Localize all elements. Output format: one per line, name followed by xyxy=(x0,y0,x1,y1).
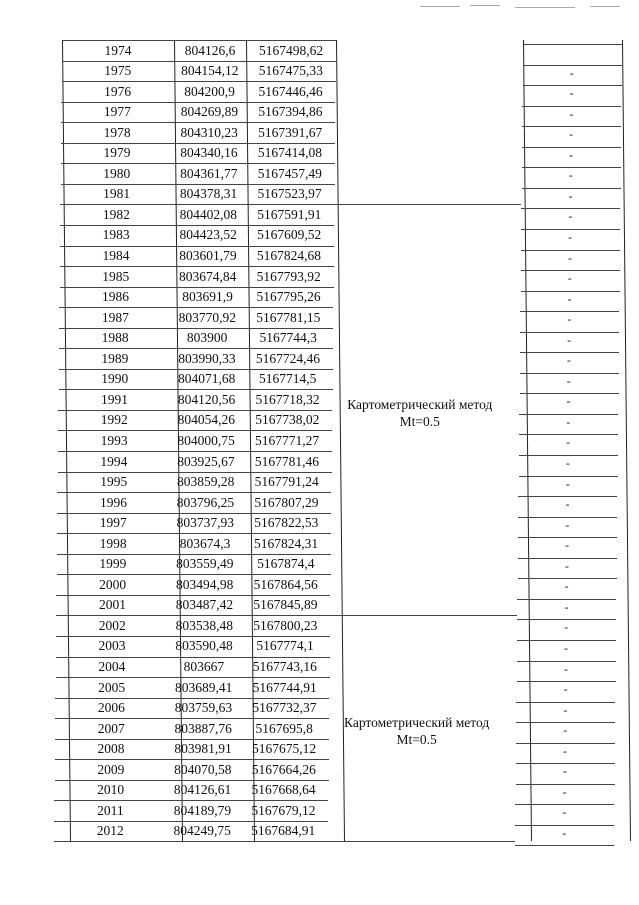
y-coordinate-cell: 5167793,92 xyxy=(256,268,321,284)
y-coordinate-cell: 5167822,53 xyxy=(254,515,319,531)
year-cell: 1994 xyxy=(100,453,128,469)
x-coordinate-cell: 803590,48 xyxy=(175,638,233,654)
scan-artifact xyxy=(420,6,460,7)
method-name: Картометрический метод xyxy=(347,396,493,412)
table-vertical-rule xyxy=(622,40,631,841)
year-cell: 1998 xyxy=(99,535,127,551)
dash-cell: - xyxy=(568,209,573,224)
dash-cell: - xyxy=(566,353,571,368)
x-coordinate-cell: 803759,63 xyxy=(174,700,233,716)
dash-cell: - xyxy=(563,702,568,717)
y-coordinate-cell: 5167609,52 xyxy=(257,227,322,243)
year-cell: 1988 xyxy=(101,330,129,346)
y-coordinate-cell: 5167738,02 xyxy=(255,412,320,428)
year-cell: 2003 xyxy=(98,638,126,654)
dash-cell: - xyxy=(566,394,571,409)
dash-cell: - xyxy=(565,517,570,532)
dash-cell: - xyxy=(565,476,570,491)
year-cell: 1978 xyxy=(103,124,131,140)
x-coordinate-cell: 804340,16 xyxy=(180,145,238,161)
x-coordinate-cell: 803737,93 xyxy=(176,515,234,531)
year-cell: 1993 xyxy=(100,432,128,448)
dash-cell: - xyxy=(566,435,571,450)
method-accuracy: Mt=0.5 xyxy=(396,732,437,748)
year-cell: 1990 xyxy=(101,371,129,387)
year-cell: 1974 xyxy=(104,42,132,58)
dash-cell: - xyxy=(564,558,569,573)
dash-cell: - xyxy=(565,538,570,553)
x-coordinate-cell: 803689,41 xyxy=(174,679,233,695)
y-coordinate-cell: 5167684,91 xyxy=(251,823,316,839)
x-coordinate-cell: 803900 xyxy=(186,330,228,346)
y-coordinate-cell: 5167457,49 xyxy=(257,165,322,181)
dash-cell: - xyxy=(564,599,569,614)
method-note xyxy=(323,714,510,748)
dash-cell: - xyxy=(565,497,570,512)
y-coordinate-cell: 5167668,64 xyxy=(251,782,316,798)
y-coordinate-cell: 5167446,46 xyxy=(258,83,323,99)
x-coordinate-cell: 803559,49 xyxy=(176,556,234,572)
dash-cell: - xyxy=(569,127,574,142)
year-cell: 1979 xyxy=(103,145,131,161)
x-coordinate-cell: 804423,52 xyxy=(179,227,237,243)
method-name: Картометрический метод xyxy=(344,715,490,731)
scan-artifact xyxy=(515,7,575,8)
year-cell: 2006 xyxy=(97,700,125,716)
year-cell: 2007 xyxy=(97,720,125,736)
y-coordinate-cell: 5167845,89 xyxy=(253,597,318,613)
method-note xyxy=(326,396,513,430)
year-cell: 2009 xyxy=(97,761,125,777)
method-accuracy: Mt=0.5 xyxy=(399,413,440,429)
x-coordinate-cell: 803487,42 xyxy=(175,597,234,613)
y-coordinate-cell: 5167695,8 xyxy=(255,720,313,736)
y-coordinate-cell: 5167824,31 xyxy=(254,535,319,551)
year-cell: 1995 xyxy=(100,474,128,490)
x-coordinate-cell: 804071,68 xyxy=(178,371,236,387)
dash-cell: - xyxy=(563,743,568,758)
scan-artifact xyxy=(470,5,500,6)
y-coordinate-cell: 5167743,16 xyxy=(252,659,317,674)
dash-cell: - xyxy=(566,373,571,388)
y-coordinate-cell: 5167744,3 xyxy=(259,330,317,346)
year-cell: 1976 xyxy=(104,83,132,99)
dash-cell: - xyxy=(562,764,567,779)
year-cell: 1987 xyxy=(101,309,129,325)
year-cell: 2001 xyxy=(98,597,126,613)
dash-cell: - xyxy=(566,414,571,429)
year-cell: 1997 xyxy=(99,515,127,531)
dash-cell: - xyxy=(569,86,574,101)
y-coordinate-cell: 5167523,97 xyxy=(257,186,322,202)
year-cell: 2008 xyxy=(97,741,125,757)
x-coordinate-cell: 804402,08 xyxy=(179,206,238,222)
y-coordinate-cell: 5167724,46 xyxy=(255,350,320,366)
dash-cell: - xyxy=(567,271,572,286)
x-coordinate-cell: 803674,84 xyxy=(179,268,237,284)
y-coordinate-cell: 5167807,29 xyxy=(254,494,319,510)
dash-cell: - xyxy=(564,620,569,635)
x-coordinate-cell: 803981,91 xyxy=(174,741,232,757)
scan-artifact xyxy=(590,6,620,7)
x-coordinate-cell: 804310,23 xyxy=(180,124,238,140)
y-coordinate-cell: 5167795,26 xyxy=(256,289,321,305)
x-coordinate-cell: 804269,89 xyxy=(180,104,239,120)
year-cell: 1985 xyxy=(102,268,130,284)
x-coordinate-cell: 803601,79 xyxy=(179,248,237,263)
dash-cell: - xyxy=(562,784,567,799)
y-coordinate-cell: 5167771,27 xyxy=(255,432,320,448)
dash-cell: - xyxy=(567,291,572,306)
dash-cell: - xyxy=(562,825,567,840)
y-coordinate-cell: 5167791,24 xyxy=(254,474,319,490)
y-coordinate-cell: 5167744,91 xyxy=(252,679,317,695)
y-coordinate-cell: 5167591,91 xyxy=(257,206,322,222)
dash-cell: - xyxy=(568,168,573,183)
x-coordinate-cell: 803691,9 xyxy=(182,289,233,305)
year-cell: 2005 xyxy=(98,679,126,695)
dash-cell: - xyxy=(567,312,572,327)
y-coordinate-cell: 5167414,08 xyxy=(257,145,323,161)
year-cell: 2000 xyxy=(99,576,127,592)
y-coordinate-cell: 5167675,12 xyxy=(251,741,317,757)
year-cell: 1981 xyxy=(103,186,131,202)
dash-cell: - xyxy=(564,579,569,594)
year-cell: 1989 xyxy=(101,350,129,366)
year-cell: 1982 xyxy=(102,206,130,222)
y-coordinate-cell: 5167714,5 xyxy=(259,371,317,387)
dash-cell: - xyxy=(567,250,572,265)
year-cell: 1999 xyxy=(99,556,127,572)
dash-cell: - xyxy=(565,456,570,470)
year-cell: 1991 xyxy=(101,391,128,407)
dash-cell: - xyxy=(563,723,568,738)
dash-cell: - xyxy=(563,661,568,676)
x-coordinate-cell: 804378,31 xyxy=(179,186,238,202)
y-coordinate-cell: 5167732,37 xyxy=(252,700,317,716)
x-coordinate-cell: 804000,75 xyxy=(177,432,235,448)
y-coordinate-cell: 5167679,12 xyxy=(251,802,316,818)
x-coordinate-cell: 804126,6 xyxy=(184,42,236,58)
y-coordinate-cell: 5167394,86 xyxy=(258,104,323,120)
x-coordinate-cell: 804200,9 xyxy=(184,83,235,99)
dash-cell: - xyxy=(568,229,573,244)
y-coordinate-cell: 5167781,46 xyxy=(254,453,319,469)
x-coordinate-cell: 804126,61 xyxy=(173,782,232,798)
dash-cell: - xyxy=(569,65,574,80)
x-coordinate-cell: 803925,67 xyxy=(177,453,235,469)
x-coordinate-cell: 803674,3 xyxy=(179,535,231,551)
dash-column-rule xyxy=(523,44,622,45)
y-coordinate-cell: 5167874,4 xyxy=(257,556,315,572)
dash-cell: - xyxy=(562,805,567,820)
dash-cell: - xyxy=(563,682,568,697)
y-coordinate-cell: 5167800,23 xyxy=(253,617,318,633)
dash-cell: - xyxy=(568,188,573,203)
y-coordinate-cell: 5167475,33 xyxy=(258,63,323,79)
x-coordinate-cell: 804070,58 xyxy=(174,761,232,777)
year-cell: 2004 xyxy=(98,659,126,674)
x-coordinate-cell: 804120,56 xyxy=(177,391,236,407)
x-coordinate-cell: 804189,79 xyxy=(173,802,232,818)
x-coordinate-cell: 803538,48 xyxy=(175,617,233,633)
year-cell: 1992 xyxy=(100,412,128,428)
x-coordinate-cell: 804054,26 xyxy=(177,412,235,428)
table-row-rule xyxy=(54,841,515,842)
year-cell: 2011 xyxy=(97,802,124,818)
y-coordinate-cell: 5167781,15 xyxy=(256,309,321,325)
dash-cell: - xyxy=(567,332,572,347)
year-cell: 1980 xyxy=(103,165,131,181)
x-coordinate-cell: 803990,33 xyxy=(178,350,236,366)
year-cell: 1977 xyxy=(103,104,131,120)
y-coordinate-cell: 5167498,62 xyxy=(258,42,324,58)
y-coordinate-cell: 5167664,26 xyxy=(251,761,316,777)
year-cell: 2002 xyxy=(98,617,126,633)
y-coordinate-cell: 5167774,1 xyxy=(256,638,314,654)
y-coordinate-cell: 5167824,68 xyxy=(256,248,321,263)
y-coordinate-cell: 5167391,67 xyxy=(258,124,323,140)
dash-cell: - xyxy=(564,640,569,655)
dash-cell: - xyxy=(569,106,574,121)
year-cell: 1983 xyxy=(102,227,130,243)
x-coordinate-cell: 803667 xyxy=(183,659,225,674)
year-cell: 1986 xyxy=(102,289,130,305)
year-cell: 1984 xyxy=(102,248,130,263)
dash-column-rule xyxy=(515,845,614,846)
x-coordinate-cell: 804154,12 xyxy=(181,63,239,79)
x-coordinate-cell: 803770,92 xyxy=(178,309,237,325)
year-cell: 2012 xyxy=(96,823,124,839)
y-coordinate-cell: 5167864,56 xyxy=(253,576,318,592)
x-coordinate-cell: 803859,28 xyxy=(177,474,235,490)
y-coordinate-cell: 5167718,32 xyxy=(255,391,320,407)
x-coordinate-cell: 803796,25 xyxy=(176,494,235,510)
year-cell: 2010 xyxy=(97,782,125,798)
x-coordinate-cell: 803494,98 xyxy=(175,576,234,592)
year-cell: 1996 xyxy=(99,494,127,510)
x-coordinate-cell: 804361,77 xyxy=(180,165,238,181)
year-cell: 1975 xyxy=(104,63,132,79)
x-coordinate-cell: 803887,76 xyxy=(174,720,232,736)
x-coordinate-cell: 804249,75 xyxy=(173,823,231,839)
dash-cell: - xyxy=(568,147,573,162)
